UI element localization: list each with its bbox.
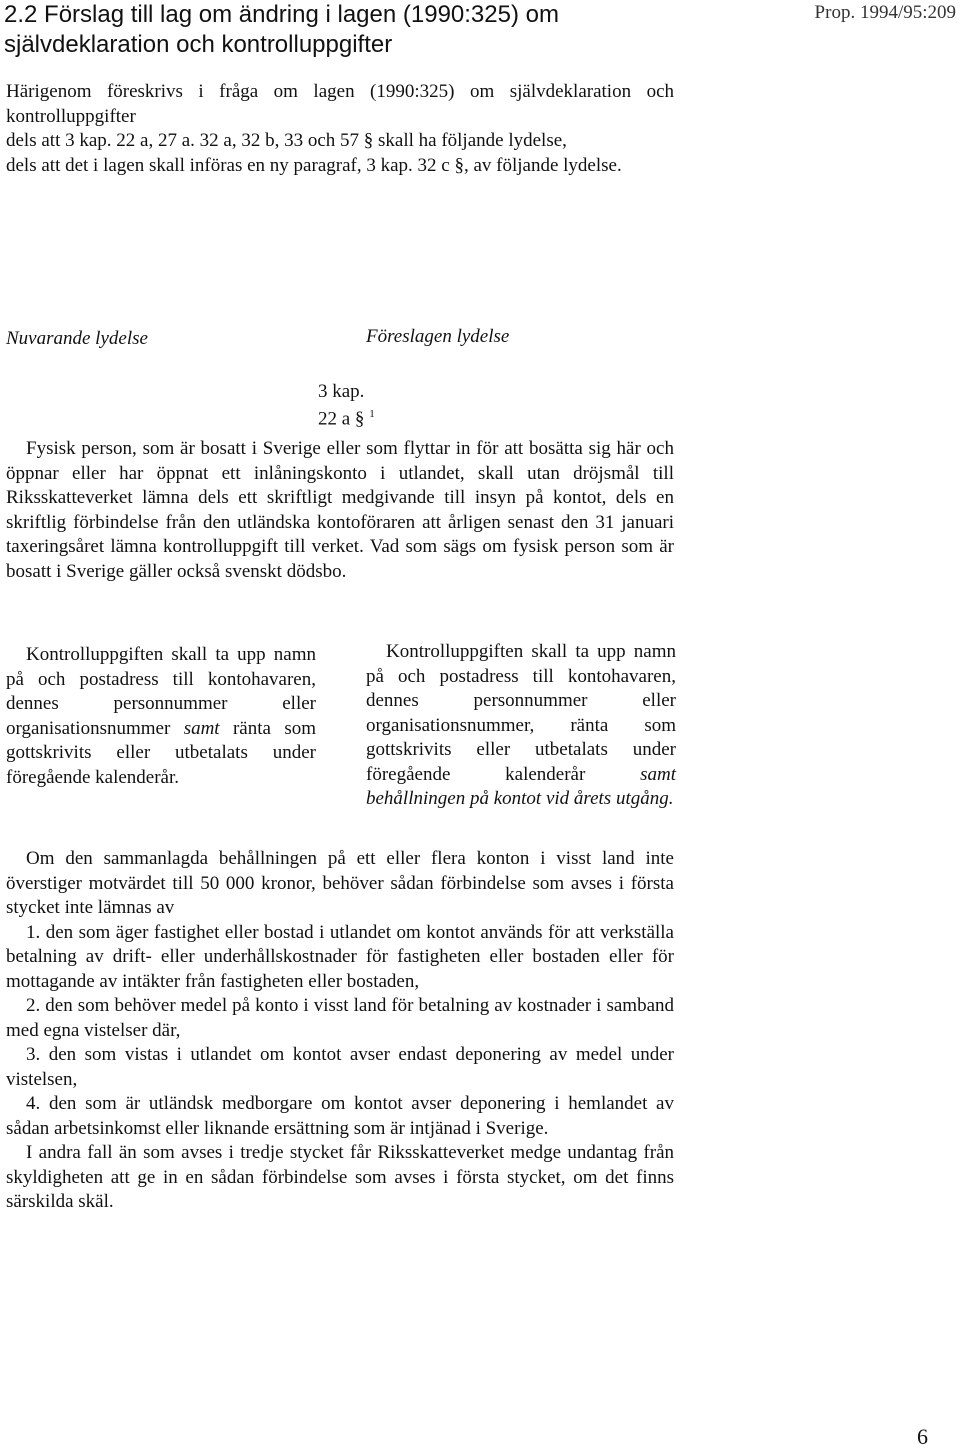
- footnote-mark: 1: [369, 408, 375, 420]
- proposed-wording-emphasis: samt behållningen på kontot vid årets utgång.: [366, 763, 676, 809]
- current-wording-text-a: Kontrolluppgiften skall ta upp namn på och postadress till kontohavaren, dennes personnummer eller organisationsnummer: [6, 644, 316, 739]
- paragraph-number: 22 a §: [318, 408, 365, 430]
- page-number: 6: [917, 1424, 928, 1449]
- current-wording: [6, 643, 316, 790]
- list-item-4: 4. den som är utländsk medborgare om kontot avser deponering i hemlandet av sådan arbetsinkomst eller liknande ersättning som är intjänad i Sverige.: [6, 1093, 674, 1139]
- current-wording-text-b: ränta som gottskrivits eller utbetalats under föregående kalenderår.: [6, 717, 316, 788]
- intro: [6, 80, 674, 178]
- list-item-2: 2. den som behöver medel på konto i visst land för betalning av kostnader i samband med egna vistelser där,: [6, 995, 674, 1041]
- proposed-wording-text: Kontrolluppgiften skall ta upp namn på och postadress till kontohavaren, dennes personnummer eller organisationsnummer, ränta som gottskrivits eller utbetalats under föregående kalenderår: [366, 641, 676, 785]
- main-text: [6, 847, 674, 1215]
- proposition-number: Prop. 1994/95:209: [814, 2, 956, 23]
- main-paragraph-2: Om den sammanlagda behållningen på ett eller flera konton i visst land inte överstiger motvärdet till 50 000 kronor, behöver sådan förbindelse som avses i första stycket inte lämnas av: [6, 848, 674, 918]
- intro-paragraph-2: dels att 3 kap. 22 a, 27 a. 32 a, 32 b, 33 och 57 § skall ha följande lydelse,: [6, 130, 567, 151]
- proposed-wording: [366, 640, 676, 812]
- page-title: 2.2 Förslag till lag om ändring i lagen (1990:325) om självdeklaration och kontrolluppgifter: [4, 1, 559, 58]
- column-heading-current: Nuvarande lydelse: [6, 328, 148, 349]
- list-item-1: 1. den som äger fastighet eller bostad i utlandet om kontot används för att verkställa betalning av drift- eller underhållskostnader för fastigheten eller bostaden eller för mottagande av intäkter från fastigheten eller bostaden,: [6, 921, 674, 992]
- chapter-label: 3 kap.: [318, 381, 365, 402]
- paragraph-label: [318, 402, 375, 431]
- current-wording-emphasis: samt: [183, 717, 220, 739]
- column-heading-proposed: Föreslagen lydelse: [366, 326, 510, 347]
- main-paragraph-3: I andra fall än som avses i tredje stycket får Riksskatteverket medge undantag från skyldigheten att ge in en sådan förbindelse som avses i första stycket, om det finns särskilda skäl.: [6, 1142, 674, 1212]
- intro-paragraph-3: dels att det i lagen skall införas en ny paragraf, 3 kap. 32 c §, av följande lydelse.: [6, 154, 622, 176]
- main-paragraph-1: Fysisk person, som är bosatt i Sverige eller som flyttar in för att bosätta sig här och öppnar eller har öppnat ett inlåningskonto i utlandet, skall utan dröjsmål till Riksskatteverket lämna dels ett skriftligt medgivande till insyn på kontot, dels en skriftlig förbindelse från den utländska kontoföraren att årligen senast den 31 januari taxeringsåret lämna kontrolluppgift till verket. Vad som sägs om fysisk person som är bosatt i Sverige gäller också svenskt dödsbo.: [6, 438, 674, 582]
- list-item-3: 3. den som vistas i utlandet om kontot avser endast deponering av medel under vistelsen,: [6, 1044, 674, 1090]
- intro-paragraph-1: Härigenom föreskrivs i fråga om lagen (1990:325) om självdeklaration och kontrolluppgifter: [6, 81, 674, 127]
